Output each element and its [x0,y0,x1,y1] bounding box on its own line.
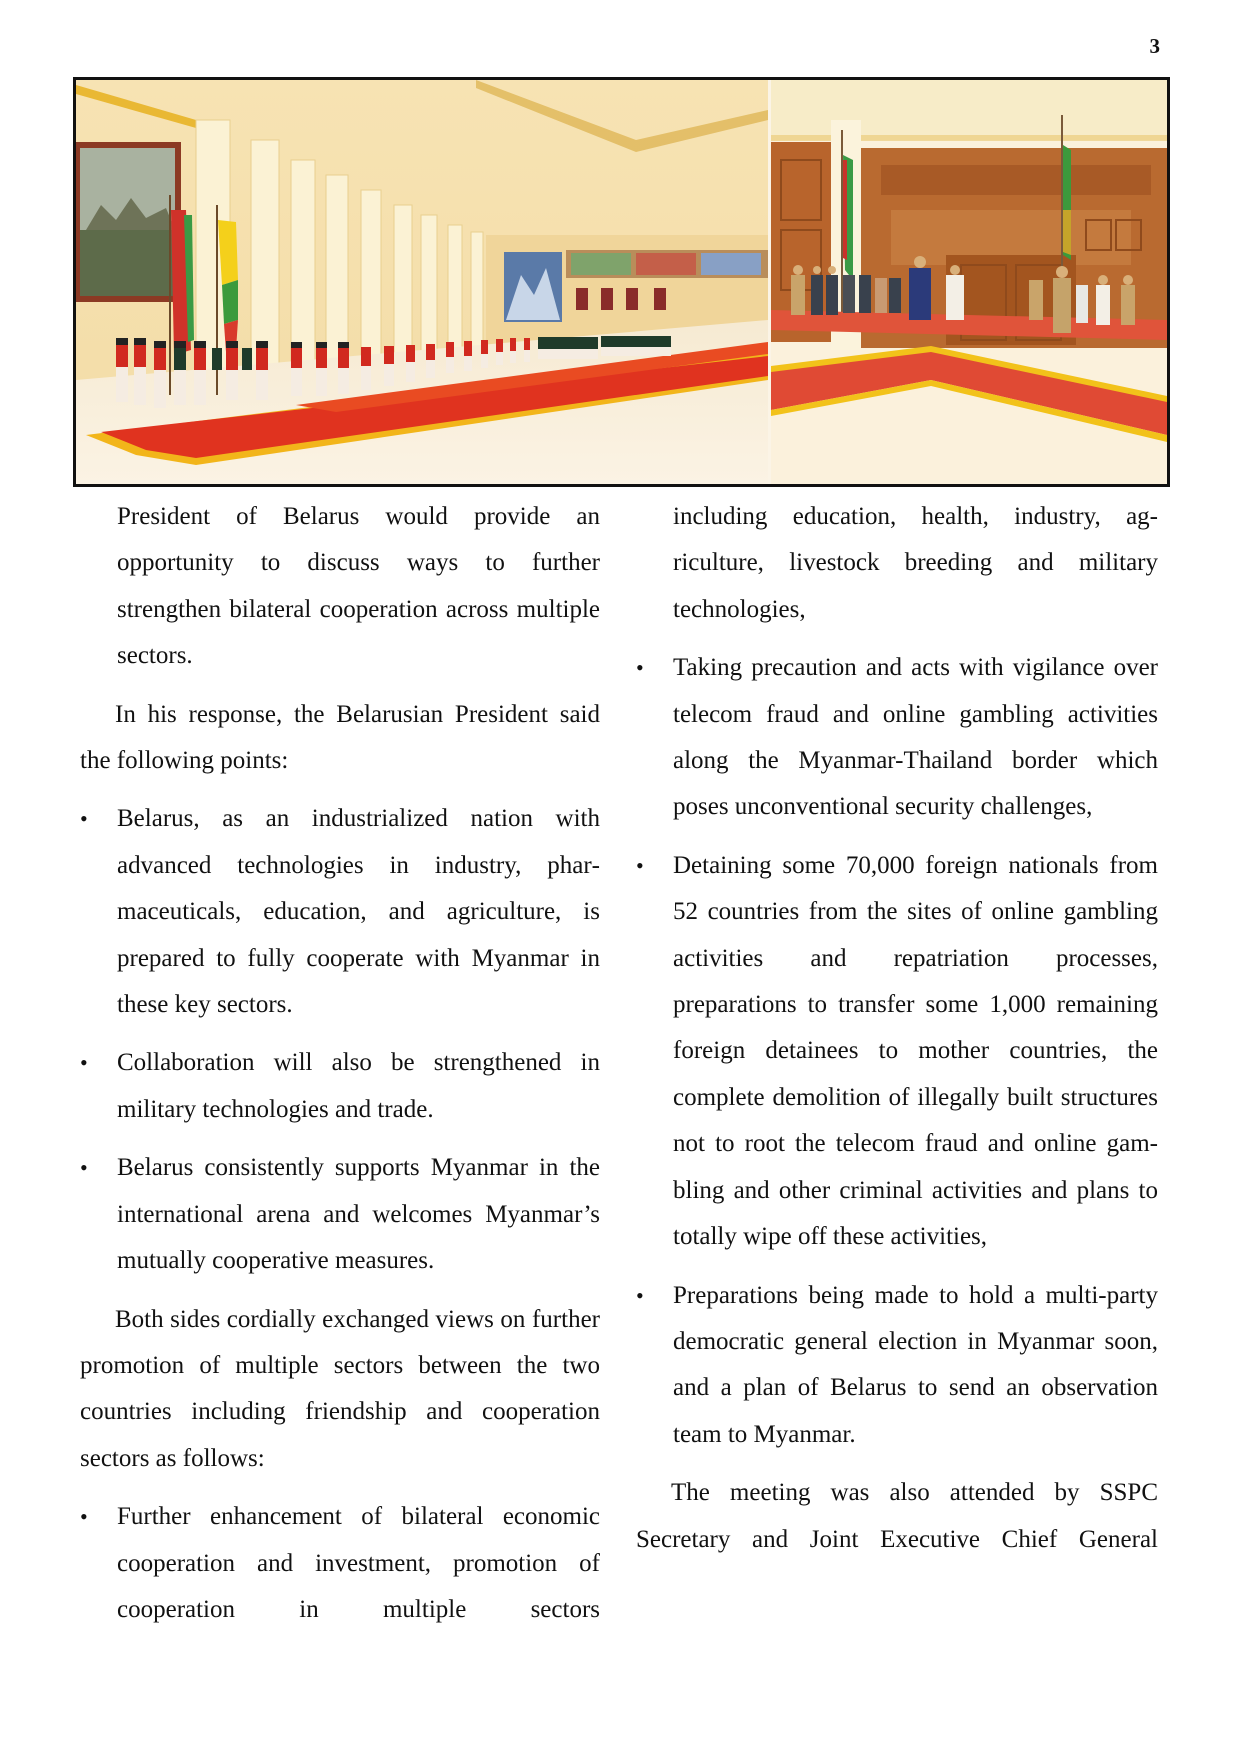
exchange-point-continued: including education, health, industry, agriculture, livestock breeding and military technologies, [673,503,1158,623]
list-item [636,1273,1158,1459]
exchange-points-list-start [80,1494,600,1633]
list-item-text: Collaboration will also be strengthened in military technologies and trade. [117,1049,600,1123]
list-item-text: Belarus, as an industrialized nation with advanced technologies in industry, pharmaceuticals, education, and agriculture, is prepared to fully cooperate with Myanmar in these key sectors. [117,805,600,1019]
guard-of-honour-image [76,80,768,484]
continuation-paragraph: President of Belarus would provide an opportunity to discuss ways to further strengthen bilateral cooperation across multiple sectors. [117,503,600,670]
exchange-intro: Both sides cordially exchanged views on further promotion of multiple sectors between the two countries including friendship and cooperation sectors as follows: [80,1305,600,1472]
photo-guard-of-honour [76,80,768,484]
bullet-icon: • [80,1050,88,1076]
bullet-icon: • [636,852,644,878]
response-points-list [80,796,600,1284]
photo-welcome-ceremony [771,80,1167,484]
list-item [80,1145,600,1284]
bullet-icon: • [636,1282,644,1308]
left-column [80,494,600,1645]
page-number: 3 [1149,34,1160,58]
right-column [636,494,1158,1575]
list-item-text: Belarus consistently supports Myanmar in the international arena and welcomes Myanmar’s mutually cooperative measures. [117,1154,600,1275]
closing-paragraph: The meeting was also attended by SSPC Secretary and Joint Executive Chief General [636,1479,1158,1553]
bullet-icon: • [636,655,644,681]
bullet-icon: • [80,1504,88,1530]
photo-frame [73,77,1170,487]
list-item-text: Taking precaution and acts with vigilance over telecom fraud and online gambling activities along the Myanmar-Thailand border which poses unconventional security challenges, [673,654,1158,821]
list-item-text: Further enhancement of bilateral economic cooperation and investment, promotion of cooperation in multiple sectors [117,1503,600,1623]
list-item [636,645,1158,831]
list-item [636,843,1158,1261]
list-item-text: Preparations being made to hold a multi-party democratic general election in Myanmar soon, and a plan of Belarus to send an observation team to Myanmar. [673,1281,1158,1448]
list-item [80,796,600,1028]
response-intro: In his response, the Belarusian President said the following points: [80,700,600,775]
list-item [80,1040,600,1133]
bullet-icon: • [80,806,88,832]
bullet-icon: • [80,1155,88,1181]
exchange-points-list [636,645,1158,1458]
list-item-text: Detaining some 70,000 foreign nationals from 52 countries from the sites of online gambling activities and repatriation processes, preparations to transfer some 1,000 remaining foreign detainees to mother countries, the complete demolition of illegally built structures not to root the telecom fraud and online gambling and other criminal activities and plans to totally wipe off these activities, [673,851,1158,1251]
list-item [80,1494,600,1633]
welcome-ceremony-image [771,80,1167,484]
